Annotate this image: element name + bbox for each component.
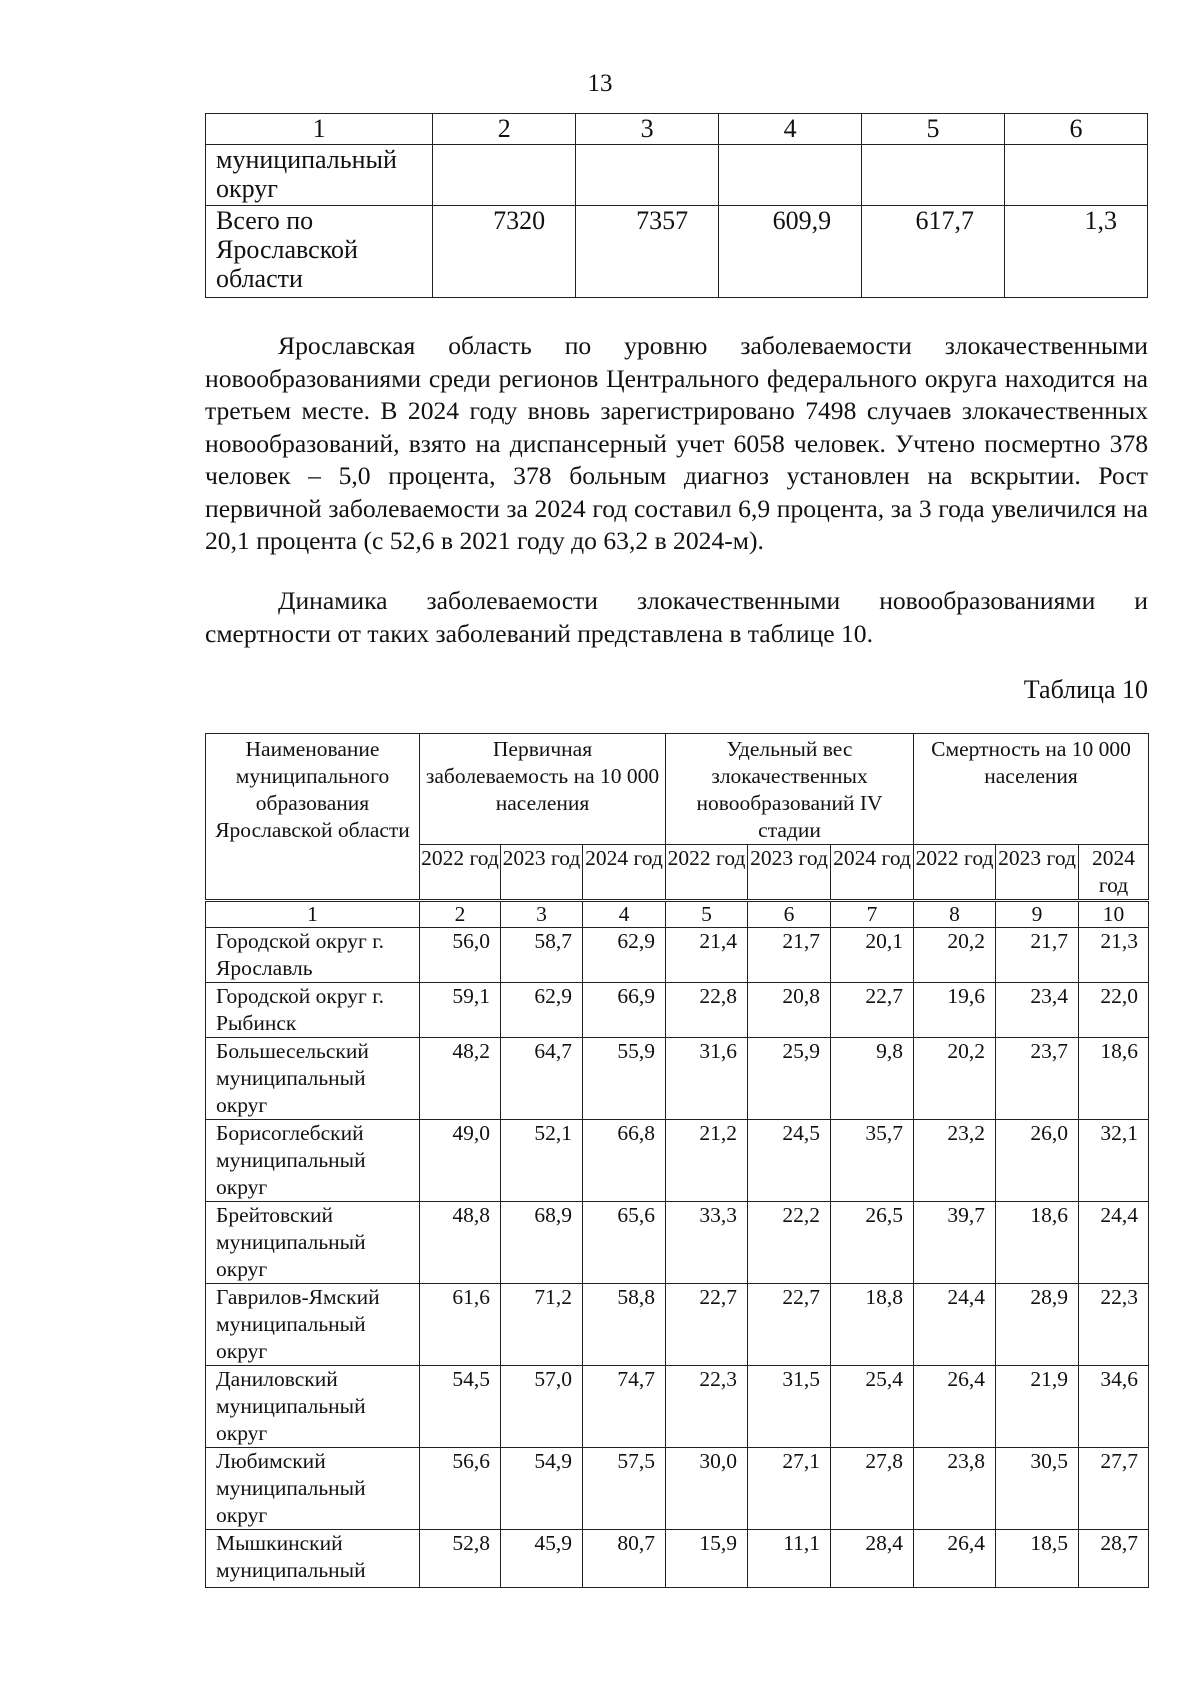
year-header: 2024 год bbox=[583, 845, 666, 901]
header-cell: 3 bbox=[576, 114, 719, 145]
cell: 609,9 bbox=[719, 206, 862, 298]
value-cell: 18,5 bbox=[996, 1530, 1079, 1588]
value-cell: 65,6 bbox=[583, 1202, 666, 1284]
table-row bbox=[206, 983, 1149, 1038]
value-cell: 26,4 bbox=[914, 1366, 996, 1448]
group-header-incidence: Первичная заболеваемость на 10 000 населения bbox=[420, 734, 666, 845]
header-cell: 1 bbox=[206, 114, 433, 145]
value-cell: 57,5 bbox=[583, 1448, 666, 1530]
cell: 7320 bbox=[433, 206, 576, 298]
value-cell: 27,7 bbox=[1079, 1448, 1149, 1530]
header-cell: 5 bbox=[862, 114, 1005, 145]
value-cell: 56,0 bbox=[420, 928, 501, 983]
table-body bbox=[206, 928, 1149, 1588]
value-cell: 22,7 bbox=[666, 1284, 748, 1366]
year-header: 2022 год bbox=[666, 845, 748, 901]
column-number-row bbox=[206, 901, 1149, 928]
table-10 bbox=[205, 733, 1149, 1588]
value-cell: 62,9 bbox=[583, 928, 666, 983]
year-header: 2022 год bbox=[420, 845, 501, 901]
column-number: 10 bbox=[1079, 901, 1149, 928]
value-cell: 71,2 bbox=[501, 1284, 583, 1366]
table-row bbox=[206, 1202, 1149, 1284]
cell bbox=[576, 145, 719, 206]
value-cell: 15,9 bbox=[666, 1530, 748, 1588]
value-cell: 23,2 bbox=[914, 1120, 996, 1202]
year-header: 2023 год bbox=[748, 845, 831, 901]
cell bbox=[862, 145, 1005, 206]
value-cell: 58,7 bbox=[501, 928, 583, 983]
value-cell: 31,5 bbox=[748, 1366, 831, 1448]
value-cell: 9,8 bbox=[831, 1038, 914, 1120]
value-cell: 18,6 bbox=[1079, 1038, 1149, 1120]
value-cell: 28,9 bbox=[996, 1284, 1079, 1366]
value-cell: 24,4 bbox=[914, 1284, 996, 1366]
value-cell: 11,1 bbox=[748, 1530, 831, 1588]
value-cell: 22,8 bbox=[666, 983, 748, 1038]
header-cell: 4 bbox=[719, 114, 862, 145]
value-cell: 25,9 bbox=[748, 1038, 831, 1120]
municipality-name: Даниловский муниципальный округ bbox=[206, 1366, 420, 1448]
column-number: 3 bbox=[501, 901, 583, 928]
value-cell: 48,2 bbox=[420, 1038, 501, 1120]
value-cell: 21,9 bbox=[996, 1366, 1079, 1448]
cell bbox=[719, 145, 862, 206]
value-cell: 22,3 bbox=[1079, 1284, 1149, 1366]
value-cell: 61,6 bbox=[420, 1284, 501, 1366]
value-cell: 21,7 bbox=[996, 928, 1079, 983]
value-cell: 32,1 bbox=[1079, 1120, 1149, 1202]
cell bbox=[433, 145, 576, 206]
value-cell: 74,7 bbox=[583, 1366, 666, 1448]
column-number: 8 bbox=[914, 901, 996, 928]
municipality-name: Гаврилов-Ямский муниципальный округ bbox=[206, 1284, 420, 1366]
value-cell: 57,0 bbox=[501, 1366, 583, 1448]
value-cell: 22,7 bbox=[831, 983, 914, 1038]
value-cell: 28,4 bbox=[831, 1530, 914, 1588]
value-cell: 80,7 bbox=[583, 1530, 666, 1588]
value-cell: 54,5 bbox=[420, 1366, 501, 1448]
group-header-row bbox=[206, 734, 1149, 845]
municipality-name: Любимский муниципальный округ bbox=[206, 1448, 420, 1530]
table-row bbox=[206, 928, 1149, 983]
value-cell: 54,9 bbox=[501, 1448, 583, 1530]
value-cell: 64,7 bbox=[501, 1038, 583, 1120]
paragraph-dynamics: Динамика заболеваемости злокачественными новообразованиями и смертности от таких заболеваний представлена в таблице 10. bbox=[205, 586, 1148, 648]
value-cell: 35,7 bbox=[831, 1120, 914, 1202]
value-cell: 20,2 bbox=[914, 928, 996, 983]
value-cell: 24,5 bbox=[748, 1120, 831, 1202]
municipality-name: Мышкинский муниципальный bbox=[206, 1530, 420, 1588]
value-cell: 68,9 bbox=[501, 1202, 583, 1284]
value-cell: 45,9 bbox=[501, 1530, 583, 1588]
value-cell: 21,4 bbox=[666, 928, 748, 983]
value-cell: 39,7 bbox=[914, 1202, 996, 1284]
column-number: 1 bbox=[206, 901, 420, 928]
continuation-table bbox=[205, 113, 1148, 298]
year-header: 2022 год bbox=[914, 845, 996, 901]
header-cell: 6 bbox=[1005, 114, 1148, 145]
value-cell: 21,2 bbox=[666, 1120, 748, 1202]
table-row bbox=[206, 1530, 1149, 1588]
municipality-name: Борисоглебский муниципальный округ bbox=[206, 1120, 420, 1202]
year-header: 2024 год bbox=[831, 845, 914, 901]
value-cell: 23,4 bbox=[996, 983, 1079, 1038]
year-header: 2023 год bbox=[501, 845, 583, 901]
value-cell: 22,0 bbox=[1079, 983, 1149, 1038]
value-cell: 66,8 bbox=[583, 1120, 666, 1202]
column-number: 6 bbox=[748, 901, 831, 928]
value-cell: 30,5 bbox=[996, 1448, 1079, 1530]
table-caption: Таблица 10 bbox=[1023, 675, 1148, 704]
value-cell: 24,4 bbox=[1079, 1202, 1149, 1284]
value-cell: 30,0 bbox=[666, 1448, 748, 1530]
row-name: Всего по Ярославской области bbox=[206, 206, 433, 298]
value-cell: 22,7 bbox=[748, 1284, 831, 1366]
cell: 7357 bbox=[576, 206, 719, 298]
value-cell: 27,1 bbox=[748, 1448, 831, 1530]
cell bbox=[1005, 145, 1148, 206]
page-number: 13 bbox=[587, 70, 613, 97]
value-cell: 21,3 bbox=[1079, 928, 1149, 983]
cell: 617,7 bbox=[862, 206, 1005, 298]
value-cell: 26,4 bbox=[914, 1530, 996, 1588]
municipality-name: Большесельский муниципальный округ bbox=[206, 1038, 420, 1120]
table-row-total bbox=[206, 206, 1148, 298]
value-cell: 33,3 bbox=[666, 1202, 748, 1284]
value-cell: 55,9 bbox=[583, 1038, 666, 1120]
value-cell: 52,1 bbox=[501, 1120, 583, 1202]
year-header: 2023 год bbox=[996, 845, 1079, 901]
value-cell: 56,6 bbox=[420, 1448, 501, 1530]
value-cell: 59,1 bbox=[420, 983, 501, 1038]
table-row bbox=[206, 1366, 1149, 1448]
table-row bbox=[206, 145, 1148, 206]
value-cell: 19,6 bbox=[914, 983, 996, 1038]
group-header-mortality: Смертность на 10 000 населения bbox=[914, 734, 1149, 845]
group-header-stage4: Удельный вес злокачественных новообразований IV стадии bbox=[666, 734, 914, 845]
value-cell: 20,2 bbox=[914, 1038, 996, 1120]
value-cell: 28,7 bbox=[1079, 1530, 1149, 1588]
column-number: 2 bbox=[420, 901, 501, 928]
value-cell: 52,8 bbox=[420, 1530, 501, 1588]
column-number: 9 bbox=[996, 901, 1079, 928]
table-row bbox=[206, 1448, 1149, 1530]
column-number: 5 bbox=[666, 901, 748, 928]
table-row bbox=[206, 1284, 1149, 1366]
value-cell: 20,1 bbox=[831, 928, 914, 983]
value-cell: 23,8 bbox=[914, 1448, 996, 1530]
municipality-name: Брейтовский муниципальный округ bbox=[206, 1202, 420, 1284]
row-name: муниципальный округ bbox=[206, 145, 433, 206]
municipality-name: Городской округ г. Рыбинск bbox=[206, 983, 420, 1038]
table-row bbox=[206, 1120, 1149, 1202]
value-cell: 31,6 bbox=[666, 1038, 748, 1120]
value-cell: 23,7 bbox=[996, 1038, 1079, 1120]
value-cell: 49,0 bbox=[420, 1120, 501, 1202]
header-cell: 2 bbox=[433, 114, 576, 145]
value-cell: 21,7 bbox=[748, 928, 831, 983]
value-cell: 34,6 bbox=[1079, 1366, 1149, 1448]
year-header: 2024 год bbox=[1079, 845, 1149, 901]
municipality-header: Наименование муниципального образования Ярославской области bbox=[206, 734, 420, 901]
cell: 1,3 bbox=[1005, 206, 1148, 298]
table-header-row bbox=[206, 114, 1148, 145]
column-number: 7 bbox=[831, 901, 914, 928]
value-cell: 18,6 bbox=[996, 1202, 1079, 1284]
value-cell: 20,8 bbox=[748, 983, 831, 1038]
value-cell: 22,2 bbox=[748, 1202, 831, 1284]
value-cell: 25,4 bbox=[831, 1366, 914, 1448]
column-number: 4 bbox=[583, 901, 666, 928]
value-cell: 58,8 bbox=[583, 1284, 666, 1366]
value-cell: 26,0 bbox=[996, 1120, 1079, 1202]
value-cell: 18,8 bbox=[831, 1284, 914, 1366]
value-cell: 62,9 bbox=[501, 983, 583, 1038]
value-cell: 27,8 bbox=[831, 1448, 914, 1530]
value-cell: 26,5 bbox=[831, 1202, 914, 1284]
value-cell: 66,9 bbox=[583, 983, 666, 1038]
value-cell: 22,3 bbox=[666, 1366, 748, 1448]
paragraph-incidence: Ярославская область по уровню заболеваемости злокачественными новообразованиями среди регионов Центрального федерального округа находится на третьем месте. В 2024 году вновь зарегистрировано 7498 случаев злокачественных новообразований, взято на диспансерный учет 6058 человек. Учтено посмертно 378 человек – 5,0 процента, 378 больным диагноз установлен на вскрытии. Рост первичной заболеваемости за 2024 год составил 6,9 процента, за 3 года увеличился на 20,1 процента (с 52,6 в 2021 году до 63,2 в 2024-м). bbox=[205, 331, 1148, 555]
municipality-name: Городской округ г. Ярославль bbox=[206, 928, 420, 983]
table-row bbox=[206, 1038, 1149, 1120]
value-cell: 48,8 bbox=[420, 1202, 501, 1284]
